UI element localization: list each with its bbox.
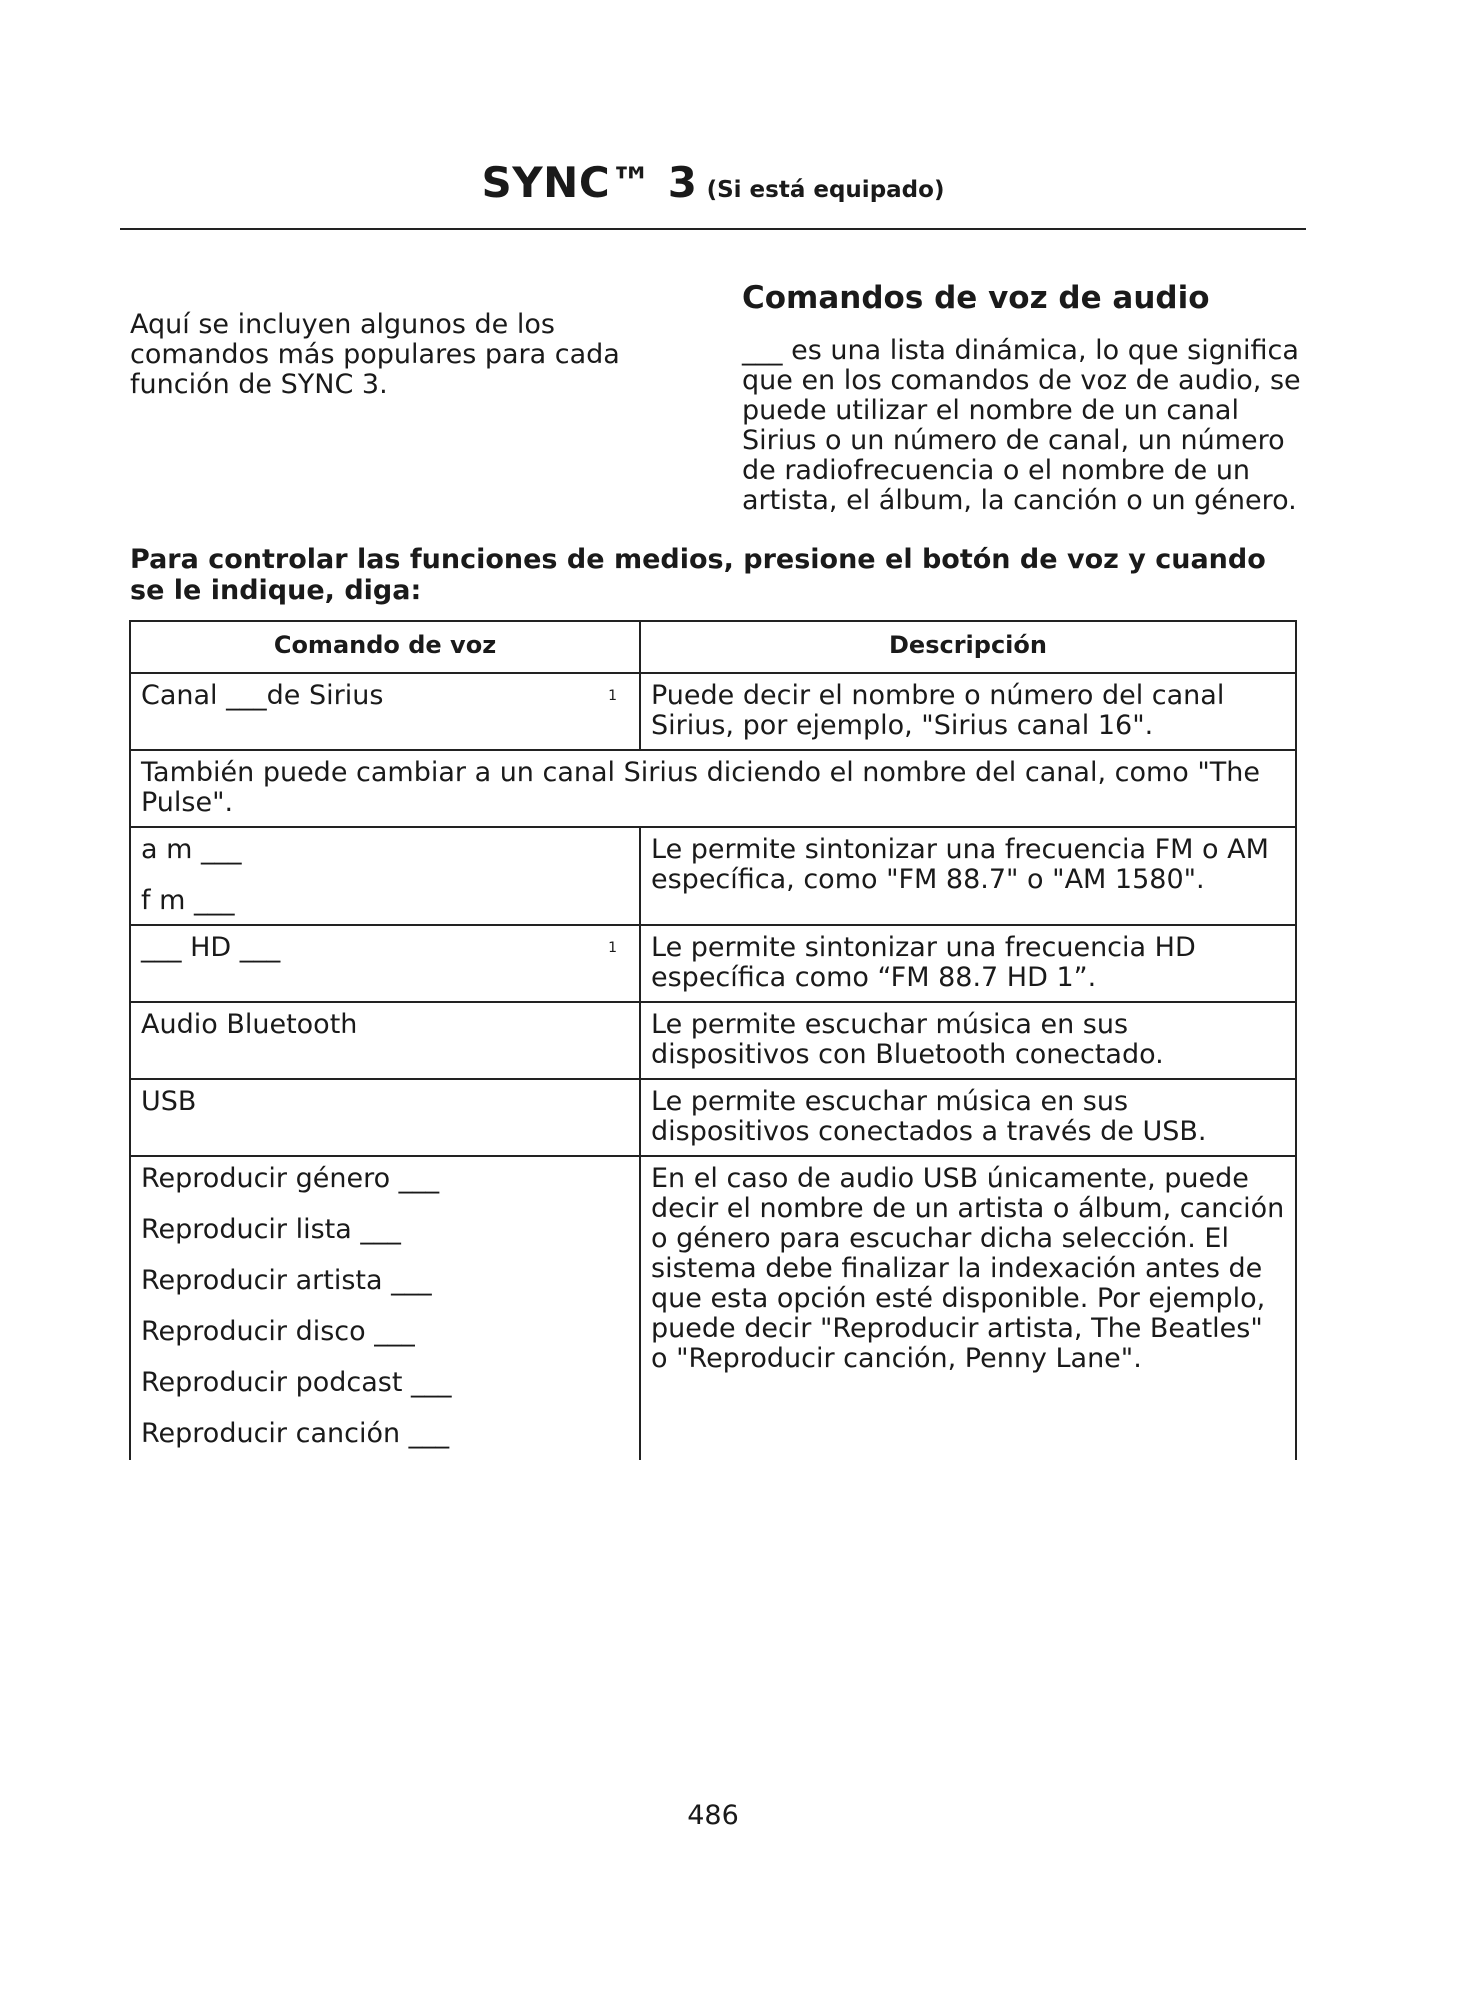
footnote-marker: 1 — [608, 688, 617, 704]
table-row — [130, 827, 1296, 925]
command-text: a m ___ — [141, 834, 242, 865]
command-cell — [130, 1156, 640, 1460]
command-text: Reproducir disco ___ — [141, 1316, 415, 1347]
instruction-text: Para controlar las funciones de medios, presione el botón de voz y cuando se le indique, diga: — [130, 544, 1266, 606]
section-title: Comandos de voz de audio — [742, 280, 1210, 316]
page-subtitle: (Si está equipado) — [706, 177, 945, 203]
column-header-command: Comando de voz — [130, 621, 640, 673]
description-cell: Puede decir el nombre o número del canal Sirius, por ejemplo, "Sirius canal 16". — [640, 673, 1296, 750]
audio-voice-commands-section — [742, 280, 1307, 516]
table-row — [130, 750, 1296, 827]
page-title: SYNC™ 3 — [481, 158, 698, 207]
table-row — [130, 1079, 1296, 1156]
intro-paragraph: Aquí se incluyen algunos de los comandos más populares para cada función de SYNC 3. — [130, 309, 620, 400]
page-number: 486 — [687, 1800, 739, 1831]
command-text: USB — [141, 1086, 197, 1117]
table-row — [130, 1156, 1296, 1460]
note-cell: También puede cambiar a un canal Sirius diciendo el nombre del canal, como "The Pulse". — [130, 750, 1296, 827]
description-cell: Le permite sintonizar una frecuencia FM o AM específica, como "FM 88.7" o "AM 1580". — [640, 827, 1296, 925]
description-cell: Le permite escuchar música en sus dispositivos con Bluetooth conectado. — [640, 1002, 1296, 1079]
command-text: Reproducir podcast ___ — [141, 1367, 452, 1398]
table-row — [130, 1002, 1296, 1079]
command-text: Reproducir lista ___ — [141, 1214, 401, 1245]
command-cell — [130, 673, 640, 750]
command-text: Canal ___de Sirius — [141, 680, 384, 711]
column-header-description: Descripción — [640, 621, 1296, 673]
description-cell: En el caso de audio USB únicamente, puede decir el nombre de un artista o álbum, canción o género para escuchar dicha selección. El sistema debe finalizar la indexación antes de que esta opción esté disponible. Por ejemplo, puede decir "Reproducir artista, The Beatles" o "Reproducir canción, Penny Lane". — [640, 1156, 1296, 1460]
command-text: Audio Bluetooth — [141, 1009, 358, 1040]
footnote-marker: 1 — [608, 940, 617, 956]
table-header-row — [130, 621, 1296, 673]
command-cell — [130, 1079, 640, 1156]
command-text: Reproducir canción ___ — [141, 1418, 450, 1449]
command-cell — [130, 1002, 640, 1079]
page-header — [120, 158, 1306, 207]
command-cell — [130, 925, 640, 1002]
header-divider — [120, 228, 1306, 230]
description-cell: Le permite sintonizar una frecuencia HD específica como “FM 88.7 HD 1”. — [640, 925, 1296, 1002]
section-text: ___ es una lista dinámica, lo que significa que en los comandos de voz de audio, se puede utilizar el nombre de un canal Sirius o un número de canal, un número de radiofrecuencia o el nombre de un artista, el álbum, la canción o un género. — [742, 335, 1301, 516]
command-text: Reproducir artista ___ — [141, 1265, 432, 1296]
command-text: f m ___ — [141, 885, 235, 916]
command-text: Reproducir género ___ — [141, 1163, 440, 1194]
description-cell: Le permite escuchar música en sus dispositivos conectados a través de USB. — [640, 1079, 1296, 1156]
table-row — [130, 673, 1296, 750]
command-text: ___ HD ___ — [141, 932, 281, 963]
table-row — [130, 925, 1296, 1002]
voice-command-table — [129, 620, 1297, 1460]
command-cell — [130, 827, 640, 925]
